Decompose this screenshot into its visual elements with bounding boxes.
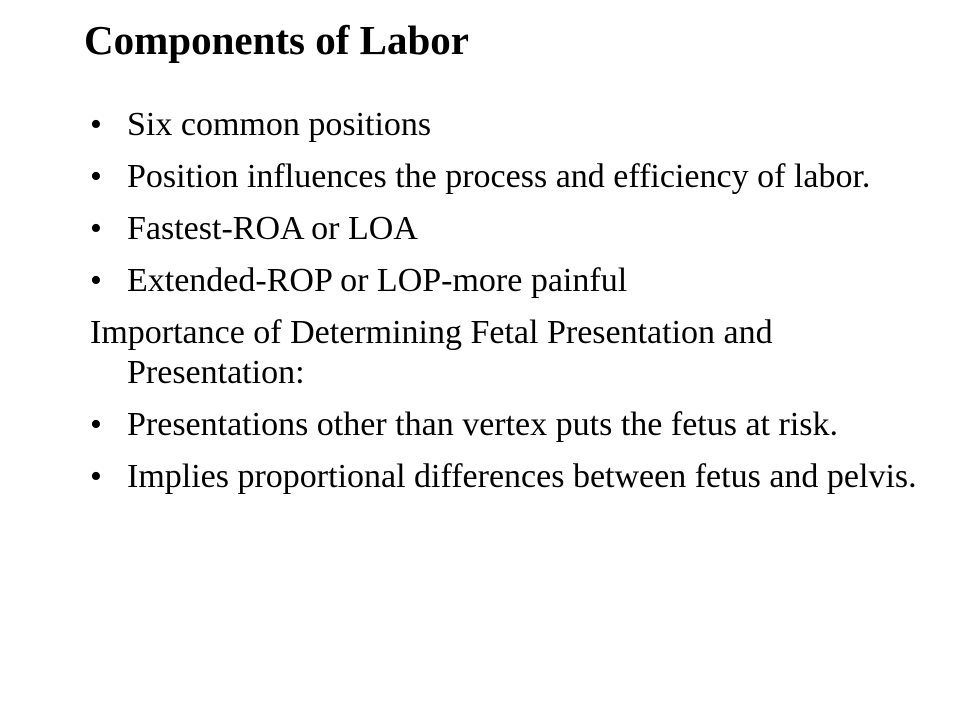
bullet-text: Extended-ROP or LOP-more painful [127, 262, 628, 299]
bullet-text: Six common positions [127, 106, 432, 143]
bullet-item [90, 209, 940, 249]
bullet-item [90, 261, 940, 301]
slide-content [90, 105, 940, 509]
bullet-icon: • [90, 262, 102, 299]
bullet-icon: • [90, 106, 102, 143]
bullet-item [90, 157, 940, 197]
bullet-icon: • [90, 458, 102, 495]
bullet-item [90, 457, 940, 497]
slide-title: Components of Labor [84, 17, 469, 63]
section-heading: Importance of Determining Fetal Presentation and Presentation: [90, 314, 773, 391]
bullet-item [90, 105, 940, 145]
bullet-text: Position influences the process and efficiency of labor. [127, 158, 871, 195]
bullet-text: Presentations other than vertex puts the fetus at risk. [127, 406, 838, 443]
bullet-item [90, 405, 940, 445]
bullet-icon: • [90, 406, 102, 443]
bullet-text: Fastest-ROA or LOA [127, 210, 418, 247]
bullet-icon: • [90, 210, 102, 247]
bullet-text: Implies proportional differences between fetus and pelvis. [127, 458, 917, 495]
bullet-icon: • [90, 158, 102, 195]
